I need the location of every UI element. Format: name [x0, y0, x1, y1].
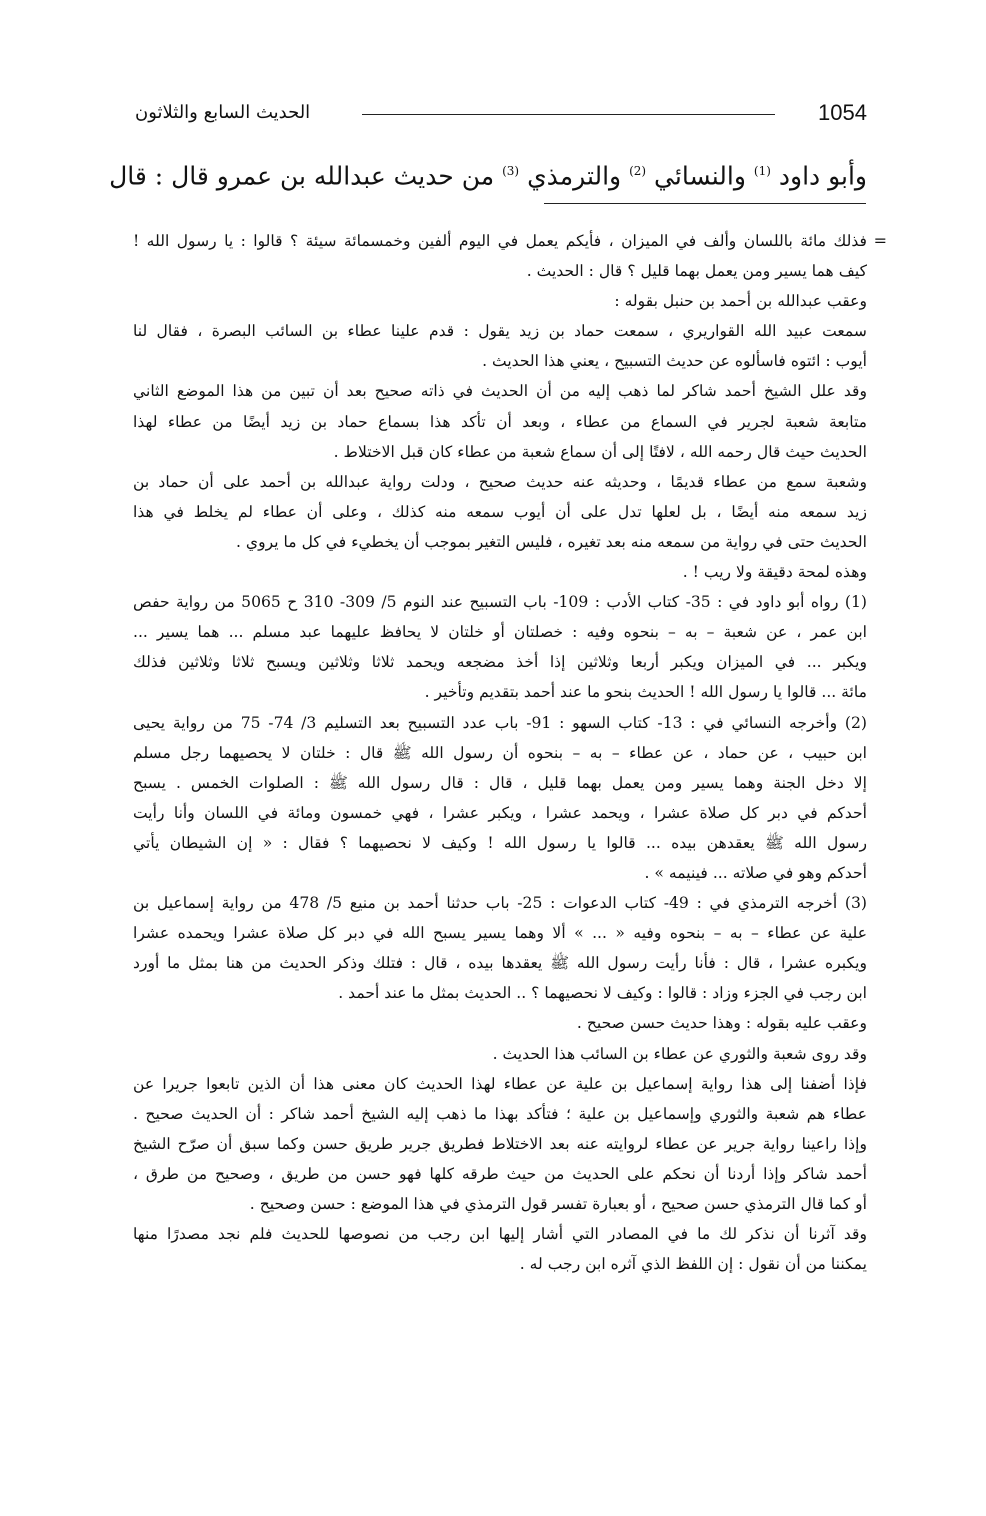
- chapter-text-3: والترمذي: [527, 161, 622, 191]
- text-line-content: وشعبة سمع من عطاء قديمًا ، وحديثه عنه حديث صحيح ، ودلت رواية عبدالله بن أحمد على أن حماد بن: [133, 472, 867, 491]
- text-line: [133, 497, 867, 527]
- body-text: [133, 226, 887, 1279]
- footnote-line-content: علية عن عطاء – به – بنحوه وفيه « ... » ألا وهما يسير يسبح الله في دبر كل صلاة عشرا ويحمده عشرا: [133, 924, 867, 943]
- footnote-line: [133, 647, 867, 677]
- text-line: [133, 286, 867, 316]
- text-line: [133, 376, 867, 406]
- text-line-content: زيد سمعه منه أيضًا ، بل لعلها تدل على أن أيوب سمعه منه كذلك ، وعلى أن عطاء لم يخلط في هذا: [133, 502, 867, 521]
- text-line: [133, 256, 867, 286]
- footnote-line: [133, 1039, 867, 1069]
- footnote-line-content: ويكبره عشرا ، قال : فأنا رأيت رسول الله ﷺ يعقدها بيده ، قال : فتلك وذكر الحديث من هنا بمثل ما أورد: [133, 954, 867, 973]
- footnote-line-content: رسول الله ﷺ يعقدهن بيده ... قالوا يا رسول الله ! وكيف لا نحصيهما ؟ فقال : « إن الشيطان يأتي: [133, 833, 867, 852]
- chapter-line: [109, 150, 867, 197]
- page-header: [135, 98, 867, 132]
- text-line: [133, 557, 867, 587]
- footnote-line-content: مائة ... قالوا يا رسول الله ! الحديث بنحو ما عند أحمد بتقديم وتأخير .: [424, 683, 867, 702]
- footnote-line-content: فإذا أضفنا إلى هذا رواية إسماعيل بن علية عن عطاء لهذا الحديث كان معنى هذا أن الذين تابعوا جريرا عن: [133, 1074, 867, 1093]
- text-line-content: الحديث حتى في رواية من سمعه منه بعد تغيره ، فليس التغير بموجب أن يخطيء في كل ما يروي .: [235, 532, 867, 551]
- footnote-line-content: يمكننا من أن نقول : إن اللفظ الذي آثره ابن رجب له .: [519, 1255, 867, 1274]
- text-line-content: سمعت عبيد الله القواريري ، سمعت حماد بن زيد يقول : قدم علينا عطاء بن السائب البصرة ، فقال لنا: [133, 322, 867, 341]
- footnote-line-content: أحدكم في دبر كل صلاة عشرا ، ويحمد عشرا ، ويكبر عشرا ، فهي خمسون ومائة في اللسان وأنا رأيت: [133, 803, 867, 822]
- footnote-line-content: ويكبر ... في الميزان ويكبر أربعا وثلاثين إذا أخذ مضجعه ويحمد ثلاثا وثلاثين ويسبح ثلاثا وثلاثين فذلك: [133, 653, 867, 672]
- text-line-content: وعقب عبدالله بن أحمد بن حنبل بقوله :: [614, 292, 867, 311]
- text-line-content: وقد علل الشيخ أحمد شاكر لما ذهب إليه من أن الحديث في ذاته صحيح بعد أن تبين من هذا الموضع الثاني: [133, 382, 867, 401]
- footnote-line-content: ابن عمر ، عن شعبة – به – بنحوه وفيه : خصلتان أو خلتان لا يحافظ عليهما عبد مسلم ... هما يسير ...: [133, 623, 867, 642]
- footnote-line-content: وقد روى شعبة والثوري عن عطاء بن السائب هذا الحديث .: [492, 1044, 867, 1063]
- footnote-line-content: أحمد شاكر وإذا أردنا أن نحكم على الحديث من حيث طرقه كلها فهو حسن من طريق ، وصحيح من طرق ،: [133, 1164, 867, 1183]
- footnote-line: [133, 1219, 867, 1249]
- running-title: الحديث السابع والثلاثون: [135, 102, 311, 123]
- footnote-line-content: وإذا راعينا رواية جرير عن عطاء لروايته عنه بعد الاختلاط فطريق جرير طريق حسن وكما سبق أن صرّح الشيخ: [133, 1134, 867, 1153]
- text-line-content: أيوب : ائتوه فاسألوه عن حديث التسبيح ، يعني هذا الحديث .: [482, 352, 867, 371]
- text-line: [133, 226, 887, 256]
- text-line-content: فذلك مائة باللسان وألف في الميزان ، فأيكم يعمل في اليوم ألفين وخمسمائة سيئة ؟ قالوا : يا رسول الله !: [133, 232, 867, 250]
- footnote-line: [133, 768, 867, 798]
- footnote-line: [133, 828, 867, 858]
- footnote-line: [133, 888, 867, 918]
- text-line-content: كيف هما يسير ومن يعمل بهما قليل ؟ قال : الحديث .: [526, 262, 867, 281]
- footnote-line: [133, 918, 867, 948]
- footnote-line: [133, 1069, 867, 1099]
- text-line: [133, 407, 867, 437]
- footnote-ref-1: (1): [753, 164, 771, 178]
- text-line: [133, 467, 867, 497]
- footnote-line-content: ابن حبيب ، عن حماد ، عن عطاء – به – بنحوه أن رسول الله ﷺ قال : خلتان لا يحصيهما رجل مسلم: [133, 743, 867, 762]
- footnote-line-content: وعقب عليه بقوله : وهذا حديث حسن صحيح .: [576, 1014, 867, 1033]
- footnote-ref-3: (3): [502, 164, 520, 178]
- chapter-text-1: وأبو داود: [778, 161, 867, 191]
- footnote-line: [133, 1159, 867, 1189]
- header-rule: [362, 114, 775, 115]
- text-line: [133, 527, 867, 557]
- footnote-line-content: ابن رجب في الجزء وزاد : قالوا : وكيف لا نحصيهما ؟ .. الحديث بمثل ما عند أحمد .: [338, 984, 867, 1003]
- footnote-line-content: وقد آثرنا أن نذكر لك ما في المصادر التي أشار إليها ابن رجب من نصوصها للحديث فلم نجد مصدرًا منها: [133, 1225, 867, 1244]
- footnote-line: [133, 738, 867, 768]
- page-number: 1054: [818, 100, 867, 125]
- footnote-line: [133, 1008, 867, 1038]
- footnote-line-content: (3) أخرجه الترمذي في : 49- كتاب الدعوات : 25- باب حدثنا أحمد بن منيع 5/ 478 من رواية إسماعيل بن: [133, 894, 867, 913]
- text-line: [133, 316, 867, 346]
- footnote-line-content: إلا دخل الجنة وهما يسير ومن يعمل بهما قليل ، قال : قال رسول الله ﷺ : الصلوات الخمس . يسبح: [133, 773, 867, 792]
- footnote-line: [133, 708, 867, 738]
- footnote-line: [133, 587, 867, 617]
- footnote-line: [133, 948, 867, 978]
- chapter-text-2: والنسائي: [654, 161, 746, 191]
- footnote-line: [133, 1249, 867, 1279]
- footnote-line-content: عطاء هم شعبة والثوري وإسماعيل بن علية ؛ فتأكد بهذا ما ذهب إليه الشيخ أحمد شاكر : أن الحديث صحيح .: [133, 1104, 867, 1123]
- footnote-line: [133, 858, 867, 888]
- footnote-line-content: أحدكم وهو في صلاته ... فينيمه » .: [644, 863, 867, 882]
- footnote-line: [133, 1099, 867, 1129]
- footnote-line: [133, 617, 867, 647]
- footnote-line: [133, 978, 867, 1008]
- chapter-rule: [544, 203, 866, 204]
- chapter-text-4: من حديث عبدالله بن عمرو قال : قال: [109, 161, 495, 191]
- continuation-mark: =: [873, 231, 887, 250]
- footnote-ref-2: (2): [629, 164, 647, 178]
- text-line-content: الحديث حيث قال رحمه الله ، لافتًا إلى أن سماع شعبة من عطاء كان قبل الاختلاط .: [333, 442, 867, 461]
- footnote-line: [133, 677, 867, 707]
- footnote-line: [133, 798, 867, 828]
- footnote-line: [133, 1129, 867, 1159]
- footnote-line-content: أو كما قال الترمذي حسن صحيح ، أو بعبارة تفسر قول الترمذي في هذا الموضع : حسن وصحيح .: [249, 1195, 867, 1213]
- text-line-content: متابعة شعبة لجرير في السماع من عطاء ، وبعد أن تأكد هذا بسماع حماد بن زيد أيضًا من عطاء لهذا: [133, 412, 867, 431]
- footnote-line-content: (2) وأخرجه النسائي في : 13- كتاب السهو : 91- باب عدد التسبيح بعد التسليم 3/ 74- 75 من رواية يحيى: [133, 713, 868, 732]
- text-line-content: وهذه لمحة دقيقة ولا ريب ! .: [682, 563, 867, 582]
- text-line: [133, 437, 867, 467]
- text-line: [133, 346, 867, 376]
- footnote-line: [133, 1189, 867, 1219]
- footnote-line-content: (1) رواه أبو داود في : 35- كتاب الأدب : 109- باب التسبيح عند النوم 5/ 309- 310 ح 5065 من رواية حفص: [133, 593, 867, 612]
